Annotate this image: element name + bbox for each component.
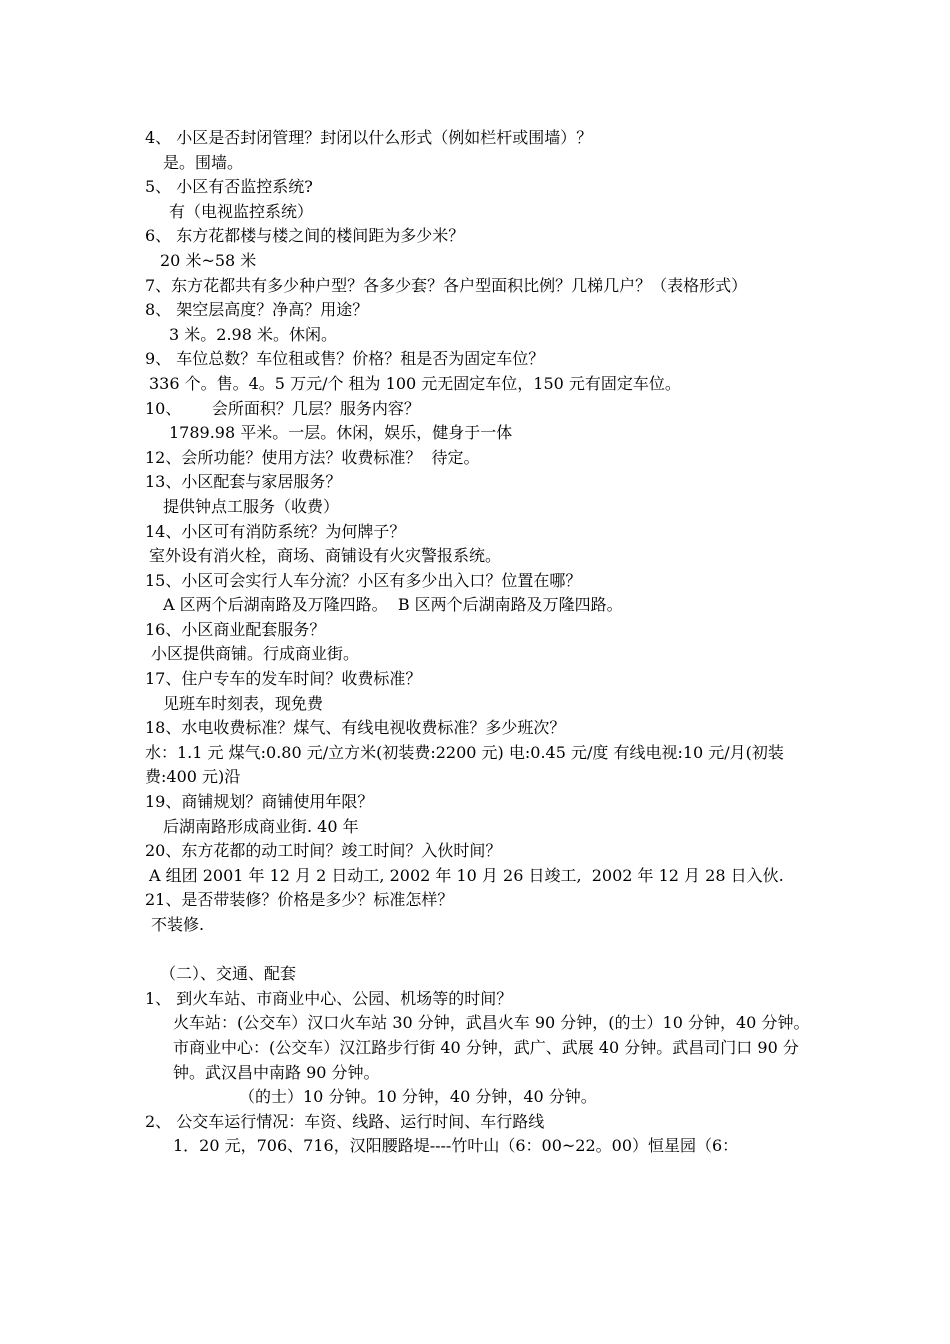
question-14: 14、小区可有消防系统？为何牌子？ — [145, 521, 406, 541]
question-10: 10、 会所面积？几层？服务内容？ — [145, 398, 420, 418]
document-body — [145, 126, 815, 1159]
answer-5: 有（电视监控系统） — [169, 201, 314, 221]
question-20: 20、东方花都的动工时间？竣工时间？入伙时间？ — [145, 841, 502, 861]
question-19: 19、商铺规划？商铺使用年限？ — [145, 792, 374, 812]
question-7: 7、东方花都共有多少种户型？各多少套？各户型面积比例？几梯几户？（表格形式） — [145, 275, 748, 295]
question-8: 8、 架空层高度？净高？用途？ — [145, 300, 369, 320]
blank-line — [145, 938, 815, 963]
answer-taxi: （的士）10 分钟。10 分钟，40 分钟，40 分钟。 — [239, 1087, 597, 1107]
question-16: 16、小区商业配套服务？ — [145, 619, 326, 639]
question-4: 4、 小区是否封闭管理？封闭以什么形式（例如栏杆或围墙）？ — [145, 128, 593, 147]
question-9: 9、 车位总数？车位租或售？价格？租是否为固定车位？ — [145, 349, 545, 369]
question-6: 6、 东方花都楼与楼之间的楼间距为多少米？ — [145, 226, 465, 246]
traffic-answer-2: 1．20 元，706、716，汉阳腰路堤----竹叶山（6：00~22。00）恒星园（6： — [173, 1136, 739, 1156]
answer-16: 小区提供商铺。行成商业街。 — [151, 644, 360, 664]
question-18: 18、水电收费标准？煤气、有线电视收费标准？多少班次？ — [145, 718, 566, 738]
question-5: 5、 小区有否监控系统? — [145, 177, 313, 197]
answer-6: 20 米~58 米 — [160, 250, 257, 270]
answer-9: 336 个。售。4。5 万元/个 租为 100 元无固定车位，150 元有固定车位。 — [149, 373, 681, 393]
answer-train-station: 火车站：(公交车）汉口火车站 30 分钟，武昌火车 90 分钟，(的士）10 分钟，40 分钟。 — [173, 1013, 810, 1033]
question-13: 13、小区配套与家居服务？ — [145, 472, 342, 492]
traffic-question-2: 2、 公交车运行情况：车资、线路、运行时间、车行路线 — [145, 1111, 545, 1131]
answer-19: 后湖南路形成商业街. 40 年 — [163, 816, 359, 836]
answer-21: 不装修. — [151, 915, 205, 934]
question-12: 12、会所功能？使用方法？收费标准？ 待定。 — [145, 447, 480, 467]
answer-10: 1789.98 平米。一层。休闲，娱乐，健身于一体 — [169, 423, 513, 443]
answer-8: 3 米。2.98 米。休闲。 — [169, 324, 337, 344]
answer-commercial-center: 市商业中心：(公交车）汉江路步行街 40 分钟，武广、武展 40 分钟。武昌司门口 90 分钟。武汉昌中南路 90 分钟。 — [173, 1037, 799, 1082]
answer-14: 室外设有消火栓，商场、商铺设有火灾警报系统。 — [149, 546, 502, 566]
section-heading: （二）、交通、配套 — [160, 964, 297, 984]
question-21: 21、是否带装修？价格是多少？标准怎样？ — [145, 890, 454, 910]
question-17: 17、住户专车的发车时间？收费标准？ — [145, 669, 422, 689]
answer-13: 提供钟点工服务（收费） — [163, 496, 340, 516]
answer-17: 见班车时刻表，现免费 — [163, 693, 324, 713]
traffic-answer-1 — [145, 1011, 815, 1085]
question-15: 15、小区可会实行人车分流？小区有多少出入口？位置在哪？ — [145, 570, 582, 590]
answer-15: A 区两个后湖南路及万隆四路。 B 区两个后湖南路及万隆四路。 — [163, 595, 623, 615]
answer-4: 是。围墙。 — [163, 152, 244, 172]
traffic-question-1: 1、 到火车站、市商业中心、公园、机场等的时间？ — [145, 988, 513, 1008]
answer-20: A 组团 2001 年 12 月 2 日动工, 2002 年 10 月 26 日竣工, 2002 年 12 月 28 日入伙. — [149, 865, 784, 885]
answer-18: 水：1.1 元 煤气:0.80 元/立方米(初装费:2200 元) 电:0.45 元/度 有线电视:10 元/月(初装费:400 元)沿 — [145, 742, 784, 787]
